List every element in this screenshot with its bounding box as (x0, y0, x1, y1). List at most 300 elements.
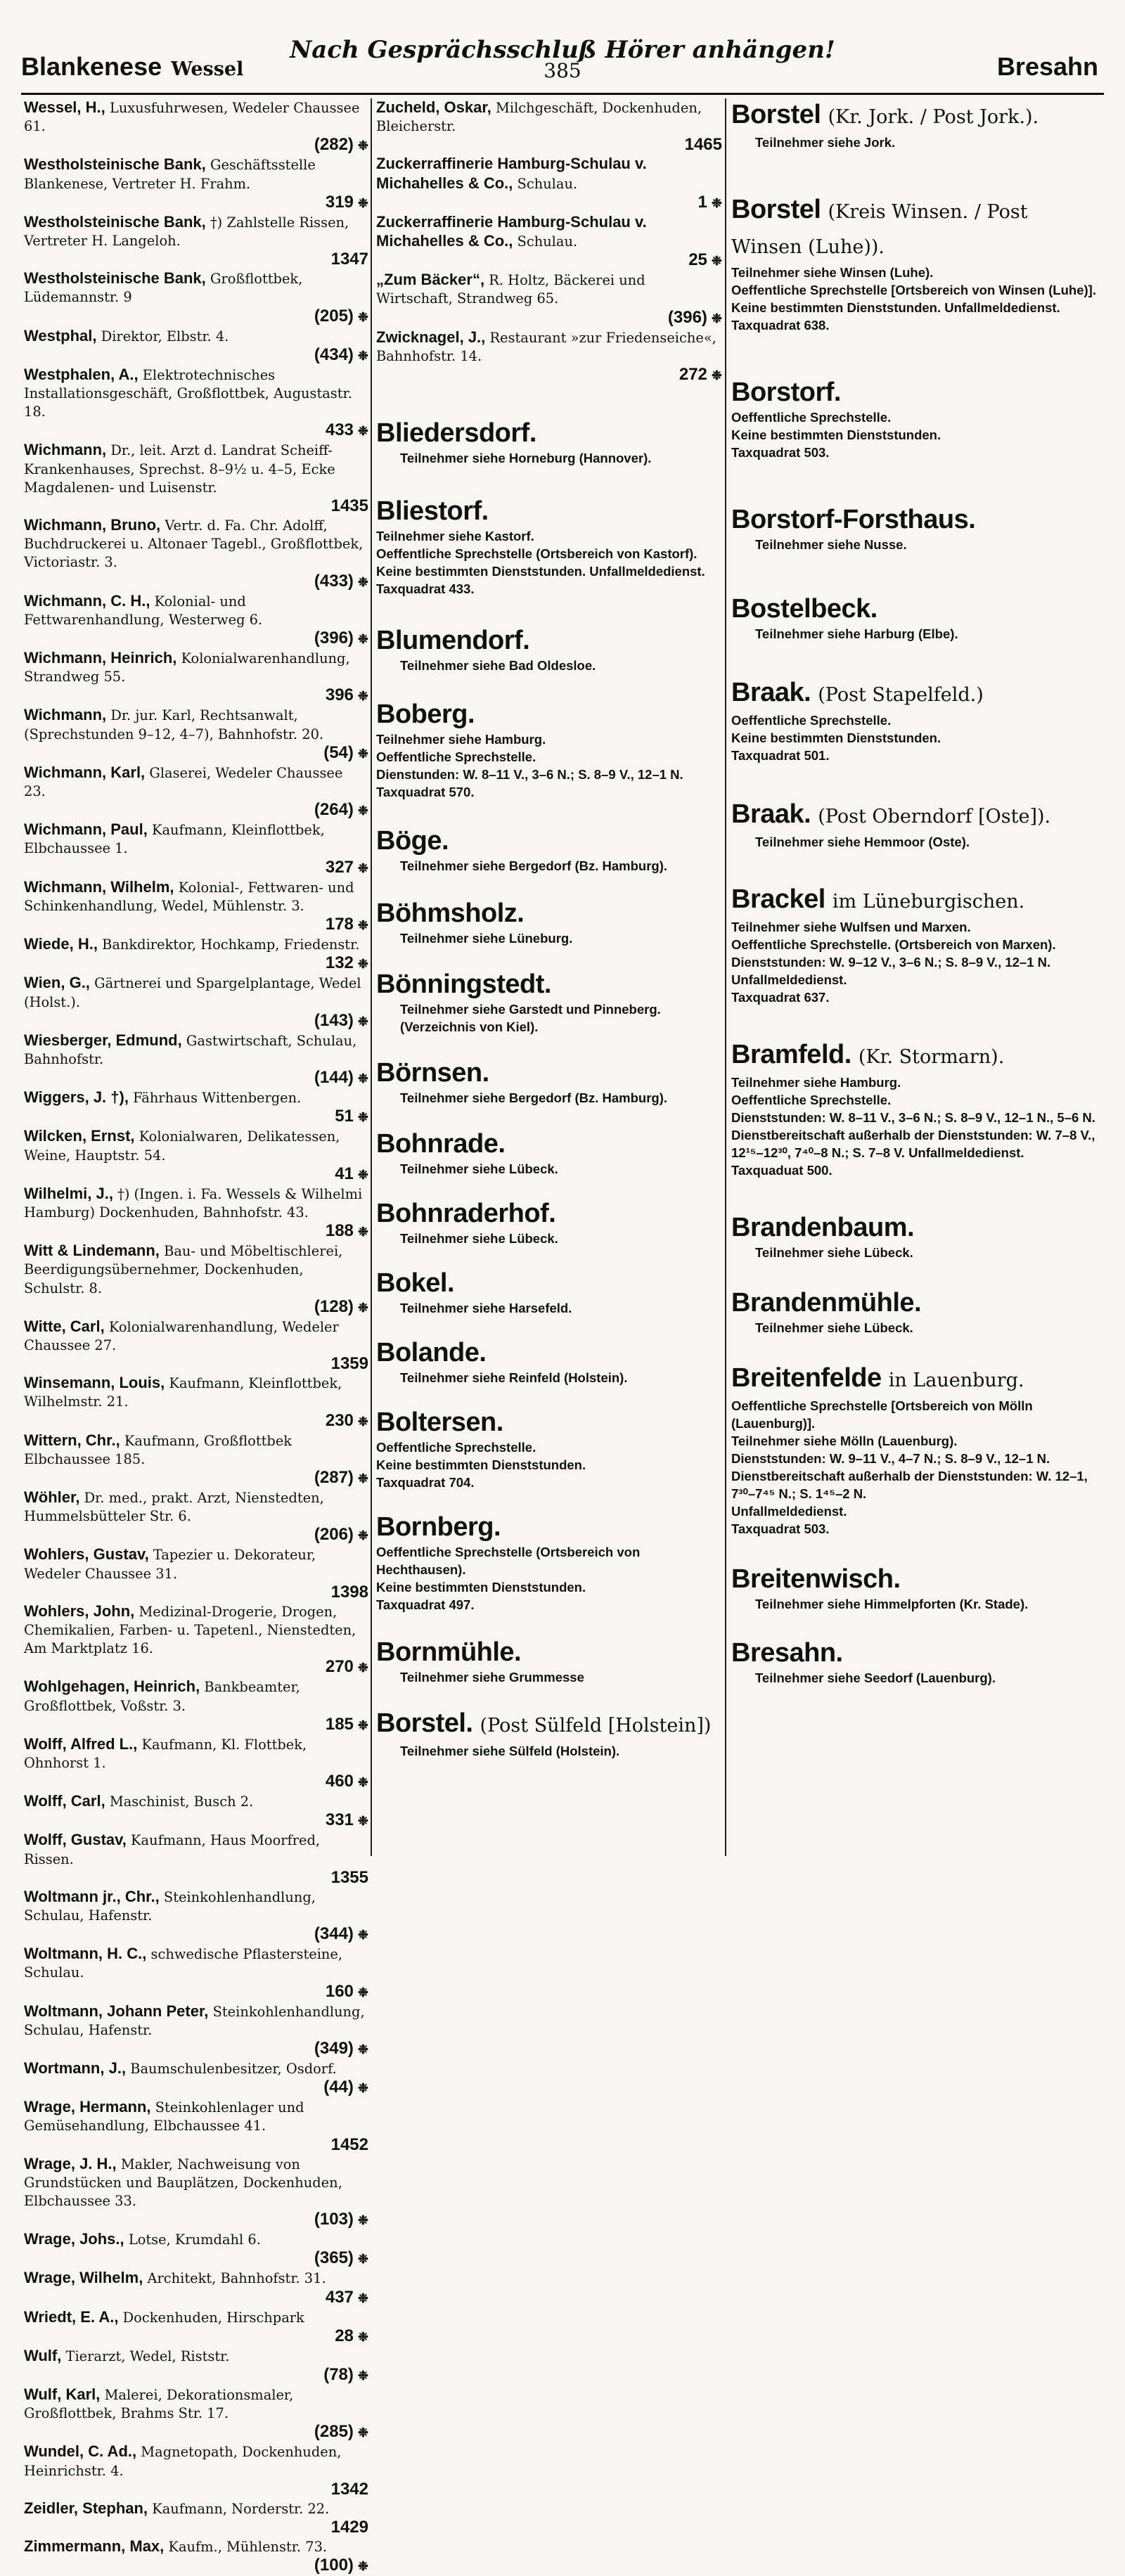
place-name (376, 968, 722, 1000)
night-service-symbol: ❉ (357, 1775, 368, 1790)
place-info-line: Oeffentliche Sprechstelle (Ortsbereich von Hechthausen). (376, 1545, 641, 1578)
place-info-line: Teilnehmer siehe Lübeck. (400, 1161, 558, 1177)
subscriber-name: Wichmann, Wilhelm, (24, 877, 174, 896)
subscriber-details: Baumschulenbesitzer, Osdorf. (130, 2061, 337, 2078)
night-service-symbol: ❉ (357, 1471, 368, 1486)
number-line (24, 915, 368, 934)
number-line (24, 1355, 368, 1373)
directory-entry (24, 764, 368, 820)
directory-entry (24, 2385, 368, 2442)
subscriber-name: Zeidler, Stephan, (24, 2499, 148, 2517)
directory-entry (24, 1185, 368, 1241)
place-info-line: Dienstbereitschaft außerhalb der Dienststunden: W. 7–8 V., 12¹⁵–12³⁰, 7⁴⁰–8 N.; S. 7–8 V. Unfallmeldedienst. (731, 1128, 1095, 1160)
place-info-line: Taxquadrat 704. (376, 1475, 475, 1490)
place-info-line: Dienstbereitschaft außerhalb der Dienststunden: W. 12–1, 7³⁰–7⁴⁵ N.; S. 1⁴⁵–2 N. (731, 1469, 1088, 1501)
subscriber-name: Wohlers, John, (24, 1602, 135, 1620)
place-info-line: Teilnehmer siehe Horneburg (Hannover). (400, 451, 652, 466)
place-info-line: Taxquadrat 503. (731, 1521, 830, 1536)
place-info-line: Taxquaduat 500. (731, 1163, 832, 1178)
subscriber-details: Architekt, Bahnhofstr. 31. (147, 2270, 326, 2287)
place-entry (376, 417, 722, 467)
phone-number: 460 (325, 1772, 354, 1791)
night-service-symbol: ❉ (357, 2252, 368, 2267)
number-line (24, 858, 368, 877)
place-name (376, 1511, 722, 1543)
number-line (24, 1298, 368, 1317)
night-service-symbol: ❉ (357, 1225, 368, 1239)
subscriber-details: Direktor, Elbstr. 4. (101, 328, 229, 344)
phone-number: 327 (325, 857, 354, 877)
subscriber-details: Maschinist, Busch 2. (109, 1793, 254, 1810)
place-note: (Post Sülfeld [Holstein]) (480, 1715, 712, 1737)
directory-entry (24, 98, 368, 155)
phone-number: 1342 (330, 2479, 368, 2499)
number-line (24, 2040, 368, 2059)
directory-entry (24, 2442, 368, 2498)
place-info-line: Taxquadrat 637. (731, 990, 830, 1005)
subscriber-details: Tapezier u. Dekorateur, Wedeler Chaussee 31. (24, 1547, 316, 1582)
phone-number: (78) (323, 2365, 354, 2385)
place-entry (731, 1563, 1097, 1613)
place-title: Brackel (731, 884, 825, 914)
night-service-symbol: ❉ (357, 2369, 368, 2383)
header-left-place: Blankenese (21, 52, 162, 81)
subscriber-details: Schulau. (517, 233, 578, 250)
subscriber-details: Steinkohlenhandlung, Schulau, Hafenstr. (24, 1888, 316, 1924)
header-left-range: Wessel (171, 58, 244, 80)
subscriber-details: Medizinal-Drogerie, Drogen, Chemikalien, Farben- u. Tapetenl., Nienstedten, Am Marktplatz 16. (24, 1603, 356, 1657)
phone-number: 1429 (330, 2518, 368, 2537)
directory-entry (24, 366, 368, 441)
subscriber-name: Wiggers, J. †), (24, 1088, 129, 1107)
subscriber-details: Malerei, Dekorationsmaler, Großflottbek, Brahms Str. 17. (24, 2387, 294, 2422)
subscriber-details: Tierarzt, Wedel, Riststr. (65, 2348, 230, 2364)
subscriber-details: Elektrotechnisches Installationsgeschäft, Großflottbek, Augustastr. 18. (24, 366, 352, 420)
phone-number: (103) (314, 2210, 354, 2229)
night-service-symbol: ❉ (357, 918, 368, 933)
place-note: im Lüneburgischen. (832, 891, 1025, 913)
place-info-line: Taxquadrat 570. (376, 785, 475, 800)
place-info-line: Teilnehmer siehe Bad Oldesloe. (400, 658, 596, 674)
directory-entry (24, 269, 368, 326)
place-entry (376, 1128, 722, 1178)
place-info-line: Teilnehmer siehe Lübeck. (755, 1320, 913, 1335)
place-info-line: Teilnehmer siehe Reinfeld (Holstein). (400, 1370, 628, 1386)
directory-entry (24, 1677, 368, 1734)
directory-entry (24, 2537, 368, 2575)
number-line (24, 497, 368, 515)
phone-number: 437 (325, 2287, 354, 2307)
phone-number: 396 (325, 685, 354, 705)
subscriber-name: Wolff, Alfred L., (24, 1734, 138, 1753)
header-right-place: Bresahn (996, 52, 1098, 81)
place-title: Bönningstedt. (376, 970, 551, 1000)
subscriber-details: Gastwirtschaft, Schulau, Bahnhofstr. (24, 1032, 357, 1067)
place-info-line: Oeffentliche Sprechstelle. (731, 410, 892, 425)
directory-entry (24, 2098, 368, 2153)
place-name (731, 593, 1097, 625)
place-info-line: Teilnehmer siehe Nusse. (755, 537, 907, 552)
directory-entry (24, 327, 368, 365)
subscriber-details: Bankdirektor, Hochkamp, Friedenstr. (102, 936, 360, 953)
directory-entry (24, 1488, 368, 1545)
subscriber-details: Kolonial-, Fettwaren- und Schinkenhandlung, Wedel, Mühlenstr. 3. (24, 879, 354, 914)
subscriber-name: Wiede, H., (24, 935, 98, 953)
directory-entry (24, 706, 368, 762)
phone-number: 185 (325, 1714, 354, 1734)
place-info-line: Keine bestimmten Dienststunden. Unfallmeldedienst. (731, 300, 1060, 315)
place-title: Bramfeld. (731, 1040, 851, 1069)
subscriber-details: Steinkohlenlager und Gemüsehandlung, Elbchaussee 41. (24, 2099, 304, 2134)
phone-number: (285) (314, 2422, 354, 2442)
place-title: Borstorf. (731, 378, 841, 407)
directory-entry (24, 1031, 368, 1088)
number-line (24, 1165, 368, 1184)
place-info-line: Teilnehmer siehe Seedorf (Lauenburg). (755, 1670, 996, 1685)
place-name (376, 825, 722, 857)
number-line (24, 307, 368, 326)
number-line (24, 421, 368, 440)
night-service-symbol: ❉ (711, 311, 722, 326)
place-title: Bostelbeck. (731, 594, 878, 624)
phone-number: 1 (698, 192, 707, 212)
subscriber-details: R. Holtz, Bäckerei und Wirtschaft, Strandweg 65. (376, 272, 645, 307)
place-entry (376, 825, 722, 875)
night-service-symbol: ❉ (357, 2291, 368, 2305)
directory-entry (24, 1088, 368, 1126)
place-info-line: Dienststunden: W. 9–11 V., 4–7 N.; S. 8–9 V., 12–1 N. (731, 1451, 1050, 1466)
phone-number: 319 (325, 192, 354, 212)
place-note: in Lauenburg. (888, 1370, 1024, 1391)
subscriber-name: Zuckerraffinerie Hamburg-Schulau v. Michahelles & Co., (376, 212, 647, 250)
place-name (376, 1197, 722, 1230)
number-line (24, 2518, 368, 2537)
subscriber-name: Woltmann jr., Chr., (24, 1887, 160, 1905)
phone-number: (54) (323, 742, 354, 762)
directory-entry (24, 974, 368, 1030)
phone-number: 272 (679, 365, 707, 385)
place-name (376, 1707, 722, 1742)
directory-entry (24, 2347, 368, 2385)
place-name (731, 98, 1097, 134)
directory-entry (376, 98, 722, 154)
place-title: Borstel (731, 100, 821, 129)
place-entry (731, 376, 1097, 461)
directory-entry (24, 1831, 368, 1886)
number-line (24, 2556, 368, 2575)
number-line (24, 2480, 368, 2499)
place-name (376, 1128, 722, 1160)
column-middle (376, 98, 722, 1760)
directory-entry (24, 441, 368, 515)
number-line (24, 1983, 368, 2002)
subscriber-details: Großflottbek, Lüdemannstr. 9 (24, 271, 303, 306)
place-title: Borstel (731, 195, 821, 224)
place-info-line: Keine bestimmten Dienststunden. (731, 730, 941, 745)
phone-number: 230 (325, 1410, 354, 1430)
subscriber-name: Wichmann, Paul, (24, 820, 148, 839)
night-service-symbol: ❉ (357, 574, 368, 589)
subscriber-details: Kaufmann, Großflottbek Elbchaussee 185. (24, 1432, 292, 1467)
subscriber-name: Wichmann, Heinrich, (24, 649, 177, 667)
number-line (24, 1811, 368, 1830)
night-service-symbol: ❉ (357, 957, 368, 972)
place-info-line: Taxquadrat 638. (731, 318, 830, 333)
subscriber-details: Kaufmann, Norderstr. 22. (152, 2500, 330, 2517)
night-service-symbol: ❉ (357, 309, 368, 324)
phone-number: (205) (314, 306, 354, 326)
subscriber-name: Wrage, J. H., (24, 2154, 117, 2172)
place-info-line: Teilnehmer siehe Wulfsen und Marxen. (731, 920, 971, 934)
phone-number: (365) (314, 2248, 354, 2268)
directory-entry (24, 2499, 368, 2537)
directory-entry (376, 328, 722, 385)
phone-number: 1435 (330, 496, 368, 516)
night-service-symbol: ❉ (357, 1110, 368, 1125)
number-line (24, 1012, 368, 1031)
directory-entry (24, 2269, 368, 2307)
night-service-symbol: ❉ (357, 1071, 368, 1086)
night-service-symbol: ❉ (357, 348, 368, 363)
number-line (24, 2327, 368, 2346)
place-info-line: Oeffentliche Sprechstelle. (376, 749, 536, 765)
directory-entry (24, 1545, 368, 1601)
place-name (731, 1287, 1097, 1319)
subscriber-details: Glaserei, Wedeler Chaussee 23. (24, 764, 343, 800)
night-service-symbol: ❉ (357, 1014, 368, 1029)
night-service-symbol: ❉ (357, 689, 368, 704)
night-service-symbol: ❉ (357, 1300, 368, 1315)
place-name (376, 1057, 722, 1089)
place-title: Breitenwisch. (731, 1564, 901, 1594)
place-info-line: Oeffentliche Sprechstelle. (376, 1440, 536, 1455)
place-entry (731, 98, 1097, 151)
place-info-line: Unfallmeldedienst. (731, 1504, 847, 1519)
subscriber-name: Witt & Lindemann, (24, 1242, 160, 1260)
place-title: Bokel. (376, 1268, 455, 1299)
subscriber-details: †) (Ingen. i. Fa. Wessels & Wilhelmi Hamburg) Dockenhuden, Bahnhofstr. 43. (24, 1185, 363, 1221)
subscriber-name: Westholsteinische Bank, (24, 155, 206, 174)
place-entry (731, 1287, 1097, 1337)
number-line (24, 1925, 368, 1944)
place-entry (731, 193, 1097, 334)
number-line (24, 686, 368, 705)
number-line (24, 1526, 368, 1545)
place-title: Boltersen. (376, 1408, 503, 1438)
subscriber-details: Kolonialwarenhandlung, Strandweg 55. (24, 650, 350, 685)
subscriber-name: Wrage, Wilhelm, (24, 2269, 143, 2287)
number-line (24, 572, 368, 591)
place-info-line: Oeffentliche Sprechstelle [Ortsbereich von Mölln (Lauenburg)]. (731, 1398, 1033, 1431)
phone-number: (433) (314, 571, 354, 591)
place-name (731, 503, 1097, 536)
number-line (24, 1715, 368, 1734)
subscriber-details: Makler, Nachweisung von Grundstücken und Bauplätzen, Dockenhuden, Elbchaussee 33. (24, 2156, 342, 2210)
place-entry (376, 698, 722, 801)
place-info-line: Oeffentliche Sprechstelle. (731, 713, 892, 728)
middle-places (376, 417, 722, 1760)
number-line (24, 1658, 368, 1677)
phone-number: 132 (325, 953, 354, 973)
directory-entry (24, 1888, 368, 1944)
number-line (24, 1069, 368, 1088)
subscriber-name: Westphalen, A., (24, 365, 139, 383)
place-name (376, 624, 722, 657)
phone-number: 25 (688, 250, 707, 270)
subscriber-details: Bau- und Möbeltischlerei, Beerdigungsübernehmer, Dockenhuden, Schulstr. 8. (24, 1243, 343, 1296)
subscriber-details: Gärtnerei und Spargelplantage, Wedel (Holst.). (24, 975, 361, 1010)
place-entry (731, 1637, 1097, 1687)
place-name (376, 495, 722, 527)
subscriber-details: Lotse, Krumdahl 6. (128, 2232, 261, 2248)
night-service-symbol: ❉ (357, 2042, 368, 2057)
subscriber-name: Wiesberger, Edmund, (24, 1031, 182, 1049)
phone-number: 1347 (330, 250, 368, 269)
number-line (24, 801, 368, 820)
subscriber-name: Wittern, Chr., (24, 1431, 120, 1449)
place-name (376, 698, 722, 730)
place-name (731, 1038, 1097, 1074)
directory-entry (24, 1374, 368, 1430)
place-entry (376, 1406, 722, 1491)
phone-number: 178 (325, 915, 354, 934)
place-title: Bohnraderhof. (376, 1199, 556, 1229)
place-name (376, 1406, 722, 1438)
place-name (376, 897, 722, 929)
header-notice: Nach Gesprächsschluß Hörer anhängen! (290, 36, 835, 64)
night-service-symbol: ❉ (357, 2081, 368, 2096)
place-title: Bornberg. (376, 1512, 501, 1543)
place-name (731, 1362, 1097, 1397)
place-info-line: Taxquadrat 497. (376, 1597, 475, 1613)
subscriber-details: Dr., leit. Arzt d. Landrat Scheiff-Krankenhauses, Sprechst. 8–9½ u. 4–5, Ecke Magdalenen- und Luisenstr. (24, 442, 335, 496)
subscriber-name: Wulf, (24, 2346, 62, 2364)
place-info-line: Teilnehmer siehe Kastorf. (376, 529, 534, 544)
phone-number: (396) (667, 307, 707, 327)
night-service-symbol: ❉ (711, 254, 722, 269)
subscriber-name: Wilcken, Ernst, (24, 1127, 135, 1145)
phone-number: 1355 (330, 1867, 368, 1887)
phone-number: 28 (335, 2326, 354, 2345)
subscriber-name: Wulf, Karl, (24, 2385, 101, 2404)
subscriber-name: Witte, Carl, (24, 1317, 105, 1335)
header-rule (21, 93, 1104, 95)
night-service-symbol: ❉ (357, 195, 368, 210)
subscriber-details: Schulau. (517, 175, 578, 192)
subscriber-name: Wichmann, Bruno, (24, 516, 161, 534)
subscriber-name: Zuckerraffinerie Hamburg-Schulau v. Michahelles & Co., (376, 155, 647, 192)
place-title: Boberg. (376, 700, 475, 730)
directory-entry (376, 271, 722, 327)
night-service-symbol: ❉ (357, 632, 368, 647)
place-info-line: Oeffentliche Sprechstelle. (Ortsbereich von Marxen). (731, 937, 1056, 952)
subscriber-name: Wohlers, Gustav, (24, 1545, 149, 1564)
place-info-line: Dienstunden: W. 8–11 V., 3–6 N.; S. 8–9 V., 12–1 N. (376, 767, 683, 783)
subscriber-details: Kolonial- und Fettwarenhandlung, Westerweg 6. (24, 593, 263, 628)
place-title: Böhmsholz. (376, 899, 525, 929)
subscriber-name: Wichmann, (24, 441, 107, 459)
phone-number: 41 (335, 1164, 354, 1183)
subscriber-details: Fährhaus Wittenbergen. (133, 1090, 302, 1107)
directory-entry (24, 592, 368, 648)
subscriber-details: Dr. med., prakt. Arzt, Nienstedten, Hummelsbütteler Str. 6. (24, 1489, 324, 1525)
directory-entry (24, 1242, 368, 1317)
place-title: Bornmühle. (376, 1637, 522, 1668)
place-info-line: Dienststunden: W. 9–12 V., 3–6 N.; S. 8–9 V., 12–1 N. Unfallmeldedienst. (731, 955, 1051, 987)
subscriber-name: Wessel, H., (24, 98, 105, 116)
place-info-line: Teilnehmer siehe Mölln (Lauenburg). (731, 1434, 958, 1448)
place-info-line: Teilnehmer siehe Lübeck. (755, 1245, 913, 1260)
night-service-symbol: ❉ (357, 1167, 368, 1182)
number-line (24, 193, 368, 212)
place-entry (376, 1057, 722, 1107)
place-note: (Post Stapelfeld.) (818, 684, 984, 706)
subscriber-details: Bankbeamter, Großflottbek, Voßstr. 3. (24, 1679, 300, 1714)
place-entry (376, 1197, 722, 1247)
night-service-symbol: ❉ (357, 139, 368, 153)
directory-entry (24, 2155, 368, 2230)
place-title: Borstel. (376, 1708, 473, 1739)
subscriber-name: Woltmann, Johann Peter, (24, 2002, 209, 2020)
subscriber-name: Wichmann, Karl, (24, 763, 146, 781)
place-info-line: Oeffentliche Sprechstelle. (731, 1093, 892, 1107)
place-entry (731, 1362, 1097, 1538)
directory-entry (24, 649, 368, 705)
place-entry (731, 798, 1097, 851)
night-service-symbol: ❉ (357, 746, 368, 761)
phone-number: 1452 (330, 2134, 368, 2154)
place-info-line: Oeffentliche Sprechstelle (Ortsbereich von Kastorf). (376, 546, 698, 562)
subscriber-details: Kolonialwaren, Delikatessen, Weine, Hauptstr. 54. (24, 1128, 340, 1164)
directory-entry (24, 820, 368, 877)
number-line (24, 136, 368, 155)
subscriber-details: Steinkohlenhandlung, Schulau, Hafenstr. (24, 2003, 365, 2038)
place-info-line: Teilnehmer siehe Jork. (755, 135, 896, 150)
directory-entry (24, 155, 368, 212)
night-service-symbol: ❉ (357, 2426, 368, 2440)
phone-number: 270 (325, 1657, 354, 1677)
number-line (24, 744, 368, 763)
subscriber-name: Wrage, Hermann, (24, 2098, 151, 2116)
place-name (731, 1563, 1097, 1595)
number-line (24, 2210, 368, 2229)
directory-entry (24, 2230, 368, 2268)
place-title: Braak. (731, 799, 811, 829)
directory-entry (376, 155, 722, 212)
subscriber-details: Magnetopath, Dockenhuden, Heinrichstr. 4. (24, 2444, 342, 2479)
phone-number: (128) (314, 1296, 354, 1316)
directory-entry (376, 213, 722, 270)
place-entry (731, 676, 1097, 764)
number-line (24, 1107, 368, 1126)
phone-number: (434) (314, 344, 354, 364)
place-entry (731, 503, 1097, 553)
number-line (376, 309, 722, 328)
subscriber-name: Wrage, Johs., (24, 2230, 124, 2248)
night-service-symbol: ❉ (357, 2559, 368, 2574)
night-service-symbol: ❉ (711, 368, 722, 383)
night-service-symbol: ❉ (357, 2329, 368, 2344)
place-title: Bliedersdorf. (376, 418, 536, 449)
directory-entry (24, 1431, 368, 1488)
phone-number: (144) (314, 1068, 354, 1088)
place-entry (376, 495, 722, 598)
subscriber-details: Milchgeschäft, Dockenhuden, Bleicherstr. (376, 100, 702, 135)
subscriber-name: Wortmann, J., (24, 2059, 127, 2078)
place-info-line: Teilnehmer siehe Garstedt und Pinneberg. (Verzeichnis von Kiel). (400, 1002, 661, 1035)
place-info-line: Teilnehmer siehe Grummesse (400, 1670, 584, 1685)
number-line (24, 2249, 368, 2268)
